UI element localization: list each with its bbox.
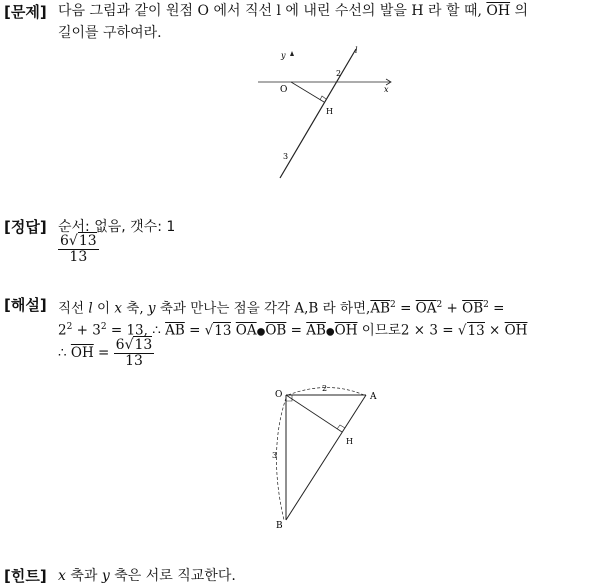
exp-den: 13: [125, 353, 143, 369]
exp-root: 13: [134, 337, 153, 353]
exp-coef: 6: [115, 337, 125, 353]
exp-text: + 3: [76, 322, 101, 339]
exp-text: = 13, ∴: [110, 322, 161, 339]
bullet-icon: ●: [256, 326, 266, 338]
right-angle-h: [337, 425, 345, 429]
exp-var-y: y: [147, 300, 156, 317]
exp-ob: $\overline{OB}$: [265, 322, 287, 339]
hint-tag: [힌트]: [4, 567, 47, 585]
exp-eq: =: [493, 300, 505, 317]
exp-eq: =: [189, 322, 201, 339]
exp-oh: $\overline{OH}$: [504, 322, 528, 339]
answer-order: 순서: 없음, 갯수: 1: [58, 219, 176, 235]
exp-var-x: x: [114, 300, 122, 317]
o-label: O: [280, 85, 288, 95]
x-label: x: [384, 85, 389, 94]
explanation-line-3: [58, 338, 586, 372]
exp-eq: =: [400, 300, 412, 317]
hint-line: [58, 565, 586, 587]
x-intercept-label: 2: [336, 69, 342, 78]
figure-2: [268, 382, 388, 530]
exp-ab: $\overline{AB}$: [370, 300, 391, 317]
problem-oh: $\overline{OH}$: [486, 3, 511, 19]
exp-eq: =: [98, 345, 110, 361]
exp-root: 13: [214, 322, 232, 339]
bullet-icon: ●: [325, 326, 335, 338]
problem-line-1: [58, 0, 586, 22]
exp-plus: +: [446, 300, 458, 317]
exp-text: 2: [58, 322, 67, 339]
h-label: H: [326, 107, 333, 116]
hint-var-x: x: [58, 568, 66, 584]
o-label-2: O: [275, 390, 283, 400]
problem-text-end: 의: [514, 3, 529, 19]
exp-text: 축,: [126, 300, 144, 317]
explanation-line-2: $2^2 + 3^2 = 13$, ∴ $\overline{AB} = √13$ $\overline{OA}●\overline{OB}$ = $\overline{AB}●\overline{OH}$ 이므로$2 \times 3 = √13 \times \overline{OH}$: [58, 322, 528, 339]
exp-var-l: l: [88, 300, 93, 317]
segment-ab: [286, 395, 366, 520]
line-l: [280, 49, 356, 178]
hint-var-y: y: [101, 568, 110, 584]
arc-left: [276, 398, 286, 520]
exp-root: 13: [467, 322, 485, 339]
exp-text: 직선: [58, 300, 85, 317]
explanation-line-1: 직선 l 이 x 축, y 축과 만나는 점을 각각 A,B 라 하면$,\overline{AB}^2 = \overline{OA}^2 + \overline{OB}^2$ =: [58, 300, 505, 317]
exp-ab: $\overline{AB}$: [306, 322, 326, 339]
oa-length: 2: [322, 384, 328, 393]
answer-tag: [정답]: [4, 218, 47, 236]
exp-oa: $\overline{OA}$: [235, 322, 257, 339]
y-label: y: [281, 51, 286, 60]
answer-fraction: $\frac{6√13}{13}$: [60, 233, 97, 265]
problem-text: 다음 그림과 같이 원점 O 에서 직선 l 에 내린 수선의 발을 H 라 할 때,: [58, 3, 482, 19]
segment-oh: [286, 395, 342, 432]
l-label: l: [355, 46, 358, 55]
therefore-icon: ∴: [58, 345, 67, 361]
figure-1: [250, 44, 400, 184]
exp-eq: =: [290, 322, 302, 339]
exp-oa: $\overline{OA}$: [415, 300, 437, 317]
ob-length: 3: [272, 451, 278, 460]
answer-denominator: 13: [69, 249, 88, 265]
exp-fraction: $\frac{6√13}{13}$: [115, 337, 153, 369]
exp-oh: $\overline{OH}$: [70, 345, 94, 361]
answer-coef: 6: [60, 233, 69, 249]
y-arrow-icon: [290, 51, 294, 56]
exp-text: 이: [97, 300, 111, 317]
problem-line-2: 길이를 구하여라.: [58, 25, 162, 41]
h-label-2: H: [346, 437, 353, 446]
problem-tag: [문제]: [4, 3, 47, 21]
answer-root: 13: [78, 233, 97, 249]
exp-text: 이므로2 × 3 =: [361, 322, 454, 339]
right-angle-mark: [320, 96, 326, 100]
hint-text: 축은 서로 직교한다.: [114, 568, 236, 584]
exp-ob: $\overline{OB}$: [462, 300, 484, 317]
exp-text: 축과 만나는 점을 각각 A,B 라 하면,: [159, 300, 371, 317]
exp-ab: $\overline{AB}$: [165, 322, 185, 339]
explanation-tag: [해설]: [4, 296, 47, 314]
b-label: B: [276, 521, 283, 530]
hint-text: 축과: [70, 568, 98, 584]
y-intercept-label: 3: [283, 152, 289, 161]
perpendicular-oh: [291, 82, 324, 102]
exp-oh: $\overline{OH}$: [334, 322, 358, 339]
exp-times: ×: [489, 322, 501, 339]
a-label: A: [370, 392, 377, 402]
